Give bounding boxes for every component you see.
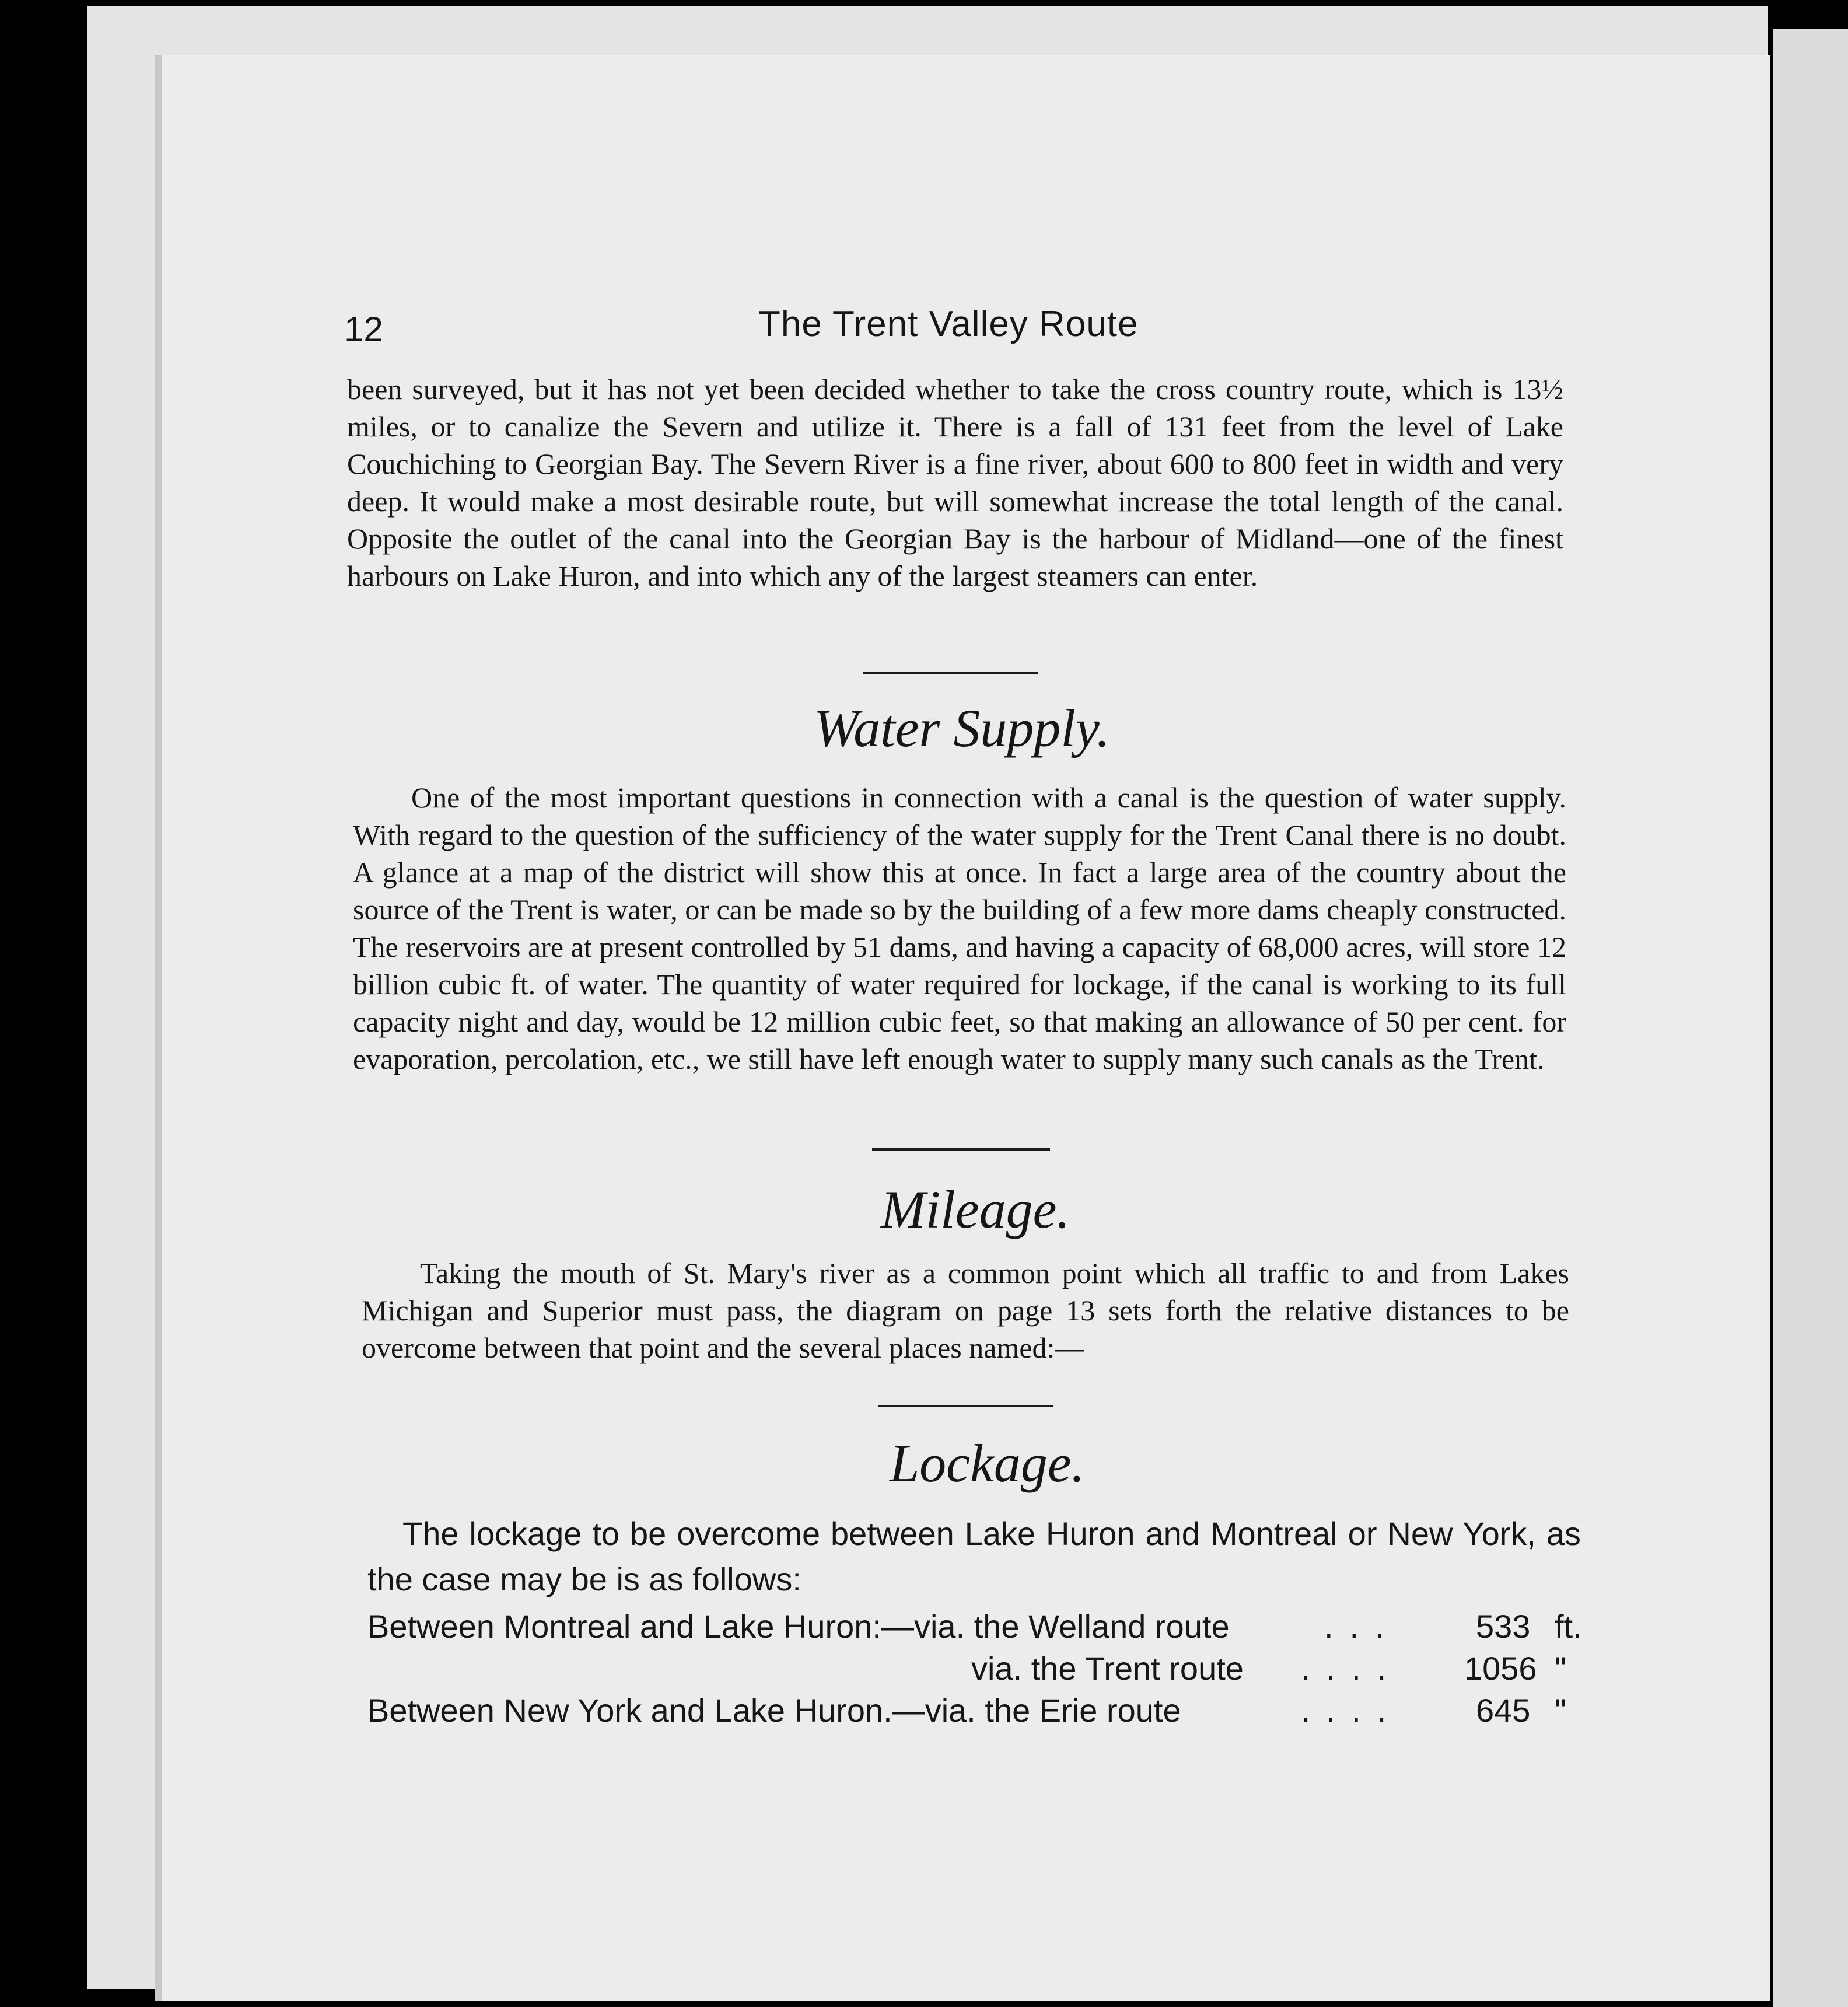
lockage-heading: Lockage. — [890, 1433, 1085, 1493]
water-supply-heading: Water Supply. — [814, 698, 1110, 758]
facing-page-edge — [1773, 29, 1848, 2007]
intro-paragraph: been surveyed, but it has not yet been decided whether to take the cross country route, which is 13½ miles, or to canalize the Severn and utilize it. There is a fall of 131 feet from the level of Lake Couchiching to Georgian Bay. The Severn River is a fine river, about 600 to 800 feet in width and very deep. It would make a most desirable route, but will somewhat increase the total length of the canal. Opposite the outlet of the canal into the Georgian Bay is the harbour of Midland—one of the finest harbours on Lake Huron, and into which any of the largest steamers can enter. — [347, 373, 1563, 592]
section-divider — [872, 1148, 1050, 1151]
lockage-value: 1056 — [1464, 1650, 1537, 1687]
section-divider — [863, 672, 1038, 674]
page-left-edge — [155, 55, 162, 2001]
lockage-route: Between New York and Lake Huron.—via. the Erie route — [368, 1692, 1181, 1729]
lockage-unit: ft. — [1555, 1608, 1582, 1645]
water-supply-paragraph: One of the most important questions in connection with a canal is the question of water supply. With regard to the question of the sufficiency of the water supply for the Trent Canal there is no doubt. A glance at a map of the district will show this at once. In fact a large area of the country about the source of the Trent is water, or can be made so by the building of a few more dams cheaply constructed. The reservoirs are at present controlled by 51 dams, and having a capacity of 68,000 acres, will store 12 billion cubic ft. of water. The quantity of water required for lockage, if the canal is working to its full capacity night and day, would be 12 million cubic feet, so that making an allowance of 50 per cent. for evaporation, percolation, etc., we still have left enough water to supply many such canals as the Trent. — [353, 781, 1566, 1075]
mileage-heading: Mileage. — [881, 1180, 1070, 1239]
lockage-table — [368, 1607, 1581, 1733]
running-title: The Trent Valley Route — [758, 304, 1139, 344]
dot-leader: .... — [1301, 1650, 1403, 1687]
lockage-intro: The lockage to be overcome between Lake Huron and Montreal or New York, as the case may be is as follows: — [368, 1515, 1581, 1597]
section-divider — [878, 1405, 1053, 1407]
dot-leader: .... — [1301, 1692, 1403, 1729]
lockage-route: via. the Trent route — [971, 1650, 1244, 1687]
dot-leader: ... — [1324, 1608, 1401, 1645]
lockage-route: Between Montreal and Lake Huron:—via. the Welland route — [368, 1608, 1230, 1645]
page-number: 12 — [344, 310, 383, 349]
lockage-row — [368, 1607, 1581, 1649]
lockage-value: 645 — [1476, 1692, 1531, 1729]
mileage-paragraph: Taking the mouth of St. Mary's river as a common point which all traffic to and from Lakes Michigan and Superior must pass, the diagram on page 13 sets forth the relative distances to be overcome between that point and the several places named:— — [362, 1257, 1569, 1364]
lockage-value: 533 — [1476, 1608, 1531, 1645]
lockage-row — [368, 1649, 1581, 1691]
lockage-unit: " — [1555, 1692, 1566, 1729]
lockage-row — [368, 1691, 1581, 1733]
lockage-unit: " — [1555, 1650, 1566, 1687]
